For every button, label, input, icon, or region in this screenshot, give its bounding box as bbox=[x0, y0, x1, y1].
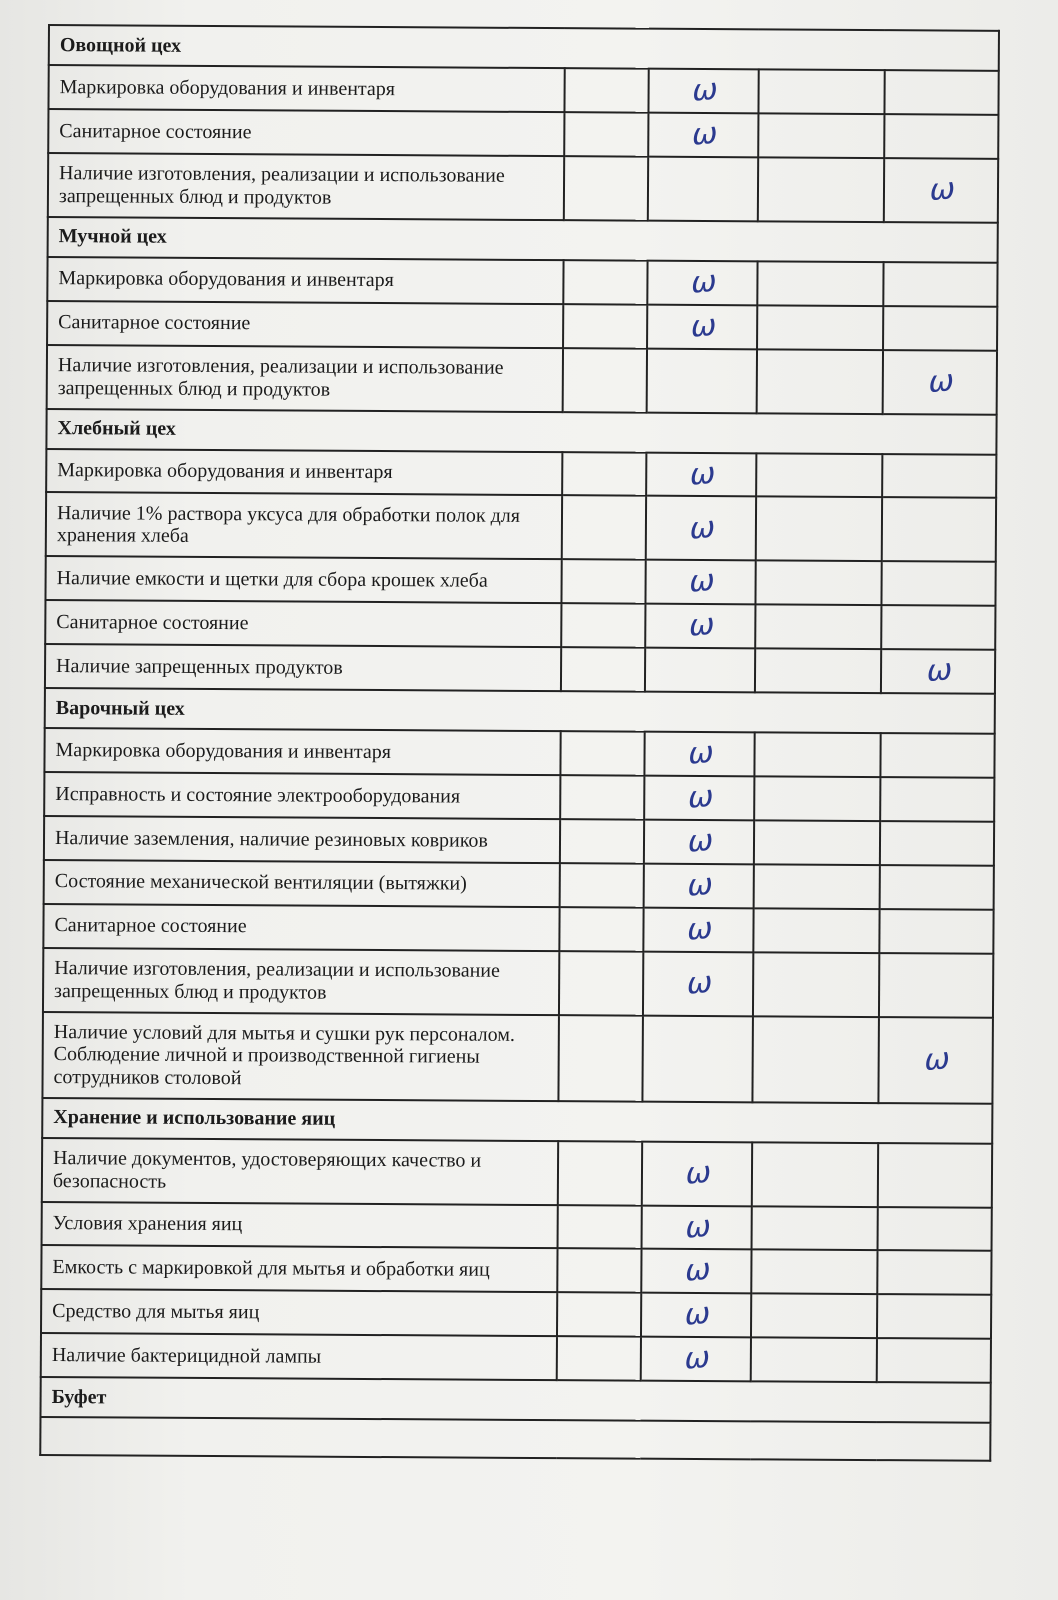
mark-cell-1[interactable] bbox=[557, 1292, 641, 1336]
mark-cell-3[interactable] bbox=[754, 776, 880, 821]
section-title: Овощной цех bbox=[49, 25, 999, 71]
mark-cell-2[interactable] bbox=[648, 69, 758, 114]
mark-cell-3[interactable] bbox=[752, 1142, 878, 1207]
criterion-label: Наличие изготовления, реализации и использование запрещенных блюд и продуктов bbox=[48, 153, 564, 220]
mark-cell-3[interactable] bbox=[751, 1294, 877, 1339]
checklist-row bbox=[48, 109, 998, 159]
mark-cell-4[interactable] bbox=[880, 821, 994, 866]
handwritten-check-mark: ѡ bbox=[682, 1296, 710, 1334]
section-header-row bbox=[49, 25, 999, 71]
mark-cell-3[interactable] bbox=[758, 157, 884, 222]
mark-cell-4[interactable] bbox=[877, 1294, 991, 1339]
handwritten-check-mark: ѡ bbox=[687, 509, 715, 547]
mark-cell-3[interactable] bbox=[756, 497, 882, 562]
section-title: Хранение и использование яиц bbox=[42, 1098, 992, 1144]
criterion-label: Наличие запрещенных продуктов bbox=[45, 644, 561, 691]
checklist-row bbox=[47, 345, 997, 415]
mark-cell-1[interactable] bbox=[562, 452, 646, 496]
mark-cell-4[interactable] bbox=[878, 1017, 993, 1104]
mark-cell-1[interactable] bbox=[558, 1015, 643, 1102]
section-title: Варочный цех bbox=[45, 688, 995, 734]
handwritten-check-mark: ѡ bbox=[685, 910, 712, 948]
handwritten-check-mark: ѡ bbox=[686, 735, 714, 773]
mark-cell-3[interactable] bbox=[752, 1016, 879, 1103]
mark-cell-2[interactable] bbox=[642, 1205, 752, 1250]
handwritten-check-mark: ѡ bbox=[682, 1340, 710, 1378]
mark-cell-4[interactable] bbox=[879, 953, 993, 1018]
mark-cell-1[interactable] bbox=[560, 775, 644, 819]
mark-cell-2[interactable] bbox=[645, 648, 755, 693]
mark-cell-2[interactable] bbox=[644, 863, 754, 908]
criterion-label: Наличие заземления, наличие резиновых ковриков bbox=[44, 816, 560, 863]
mark-cell-1[interactable] bbox=[561, 647, 645, 691]
checklist-body bbox=[40, 25, 999, 1461]
section-header-row bbox=[42, 1098, 992, 1144]
checklist-row bbox=[48, 153, 998, 223]
checklist-row bbox=[44, 728, 994, 778]
mark-cell-4[interactable] bbox=[881, 605, 995, 650]
mark-cell-4[interactable] bbox=[884, 70, 998, 115]
mark-cell-3[interactable] bbox=[757, 305, 883, 350]
handwritten-check-mark: ѡ bbox=[687, 455, 715, 493]
mark-cell-4[interactable] bbox=[882, 498, 996, 563]
mark-cell-2[interactable] bbox=[648, 113, 758, 158]
mark-cell-3[interactable] bbox=[757, 261, 883, 306]
criterion-label: Санитарное состояние bbox=[45, 600, 561, 647]
mark-cell-1[interactable] bbox=[560, 863, 644, 907]
criterion-label: Наличие бактерицидной лампы bbox=[41, 1333, 557, 1380]
handwritten-check-mark: ѡ bbox=[922, 1041, 950, 1078]
criterion-label: Маркировка оборудования и инвентаря bbox=[44, 728, 560, 775]
mark-cell-3[interactable] bbox=[752, 1206, 878, 1251]
mark-cell-2[interactable] bbox=[642, 1015, 753, 1102]
mark-cell-3[interactable] bbox=[758, 69, 884, 114]
checklist-row bbox=[44, 860, 994, 910]
mark-cell-4[interactable] bbox=[878, 1207, 992, 1252]
criterion-label: Наличие изготовления, реализации и использование запрещенных блюд и продуктов bbox=[47, 345, 563, 412]
criterion-label: Наличие условий для мытья и сушки рук персоналом. Соблюдение личной и производственной гигиены сотрудников столовой bbox=[42, 1012, 559, 1101]
mark-cell-3[interactable] bbox=[754, 864, 880, 909]
section-title: Мучной цех bbox=[48, 217, 998, 263]
mark-cell-4[interactable] bbox=[880, 777, 994, 822]
criterion-label: Санитарное состояние bbox=[47, 301, 563, 348]
mark-cell-3[interactable] bbox=[753, 952, 879, 1017]
checklist-row bbox=[42, 1138, 992, 1208]
mark-cell-2[interactable] bbox=[646, 452, 756, 497]
mark-cell-4[interactable] bbox=[880, 865, 994, 910]
section-header-row bbox=[48, 217, 998, 263]
checklist-row bbox=[45, 600, 995, 650]
mark-cell-2[interactable] bbox=[643, 951, 753, 1016]
section-header-row bbox=[40, 1377, 990, 1423]
mark-cell-1[interactable] bbox=[560, 731, 644, 775]
handwritten-check-mark: ѡ bbox=[686, 607, 714, 645]
checklist-row bbox=[44, 816, 994, 866]
mark-cell-2[interactable] bbox=[641, 1293, 751, 1338]
criterion-label: Состояние механической вентиляции (вытяжки) bbox=[44, 860, 560, 907]
mark-cell-1[interactable] bbox=[563, 348, 647, 413]
mark-cell-1[interactable] bbox=[557, 1336, 641, 1380]
mark-cell-1[interactable] bbox=[564, 68, 648, 112]
mark-cell-1[interactable] bbox=[564, 156, 648, 221]
section-header-row bbox=[46, 409, 996, 455]
handwritten-check-mark: ѡ bbox=[689, 115, 717, 153]
mark-cell-3[interactable] bbox=[755, 605, 881, 650]
handwritten-check-mark: ѡ bbox=[683, 1208, 711, 1246]
checklist-row bbox=[46, 449, 996, 499]
mark-cell-2[interactable] bbox=[645, 604, 755, 649]
mark-cell-1[interactable] bbox=[561, 560, 645, 604]
mark-cell-1[interactable] bbox=[559, 951, 643, 1016]
mark-cell-4[interactable] bbox=[880, 733, 994, 778]
criterion-label: Маркировка оборудования и инвентаря bbox=[47, 257, 563, 304]
checklist-row bbox=[45, 644, 995, 694]
mark-cell-4[interactable] bbox=[883, 350, 997, 415]
mark-cell-1[interactable] bbox=[557, 1249, 641, 1293]
mark-cell-2[interactable] bbox=[647, 260, 757, 305]
criterion-label: Наличие емкости и щетки для сбора крошек хлеба bbox=[45, 556, 561, 603]
criterion-label: Емкость с маркировкой для мытья и обработки яиц bbox=[41, 1245, 557, 1292]
empty-row bbox=[40, 1417, 990, 1461]
mark-cell-3[interactable] bbox=[754, 732, 880, 777]
mark-cell-1[interactable] bbox=[564, 112, 648, 156]
mark-cell-1[interactable] bbox=[563, 260, 647, 304]
checklist-row bbox=[44, 772, 994, 822]
checklist-row bbox=[43, 904, 993, 954]
handwritten-check-mark: ѡ bbox=[687, 563, 715, 601]
checklist-row bbox=[41, 1333, 991, 1383]
mark-cell-2[interactable] bbox=[641, 1337, 751, 1382]
criterion-label: Маркировка оборудования и инвентаря bbox=[48, 65, 564, 112]
inspection-checklist-sheet bbox=[39, 24, 1006, 1462]
section-header-row bbox=[45, 688, 995, 734]
mark-cell-3[interactable] bbox=[757, 349, 883, 414]
checklist-row bbox=[47, 257, 997, 307]
mark-cell-4[interactable] bbox=[884, 158, 998, 223]
criterion-label: Санитарное состояние bbox=[48, 109, 564, 156]
criterion-label: Наличие изготовления, реализации и использование запрещенных блюд и продуктов bbox=[43, 948, 559, 1015]
checklist-row bbox=[42, 1202, 992, 1252]
mark-cell-2[interactable] bbox=[643, 907, 753, 952]
mark-cell-2[interactable] bbox=[647, 348, 757, 413]
mark-cell-3[interactable] bbox=[751, 1250, 877, 1295]
criterion-label: Условия хранения яиц bbox=[42, 1202, 558, 1249]
checklist-row bbox=[42, 1012, 993, 1104]
mark-cell-2[interactable] bbox=[644, 732, 754, 777]
mark-cell-2[interactable] bbox=[644, 820, 754, 865]
handwritten-check-mark: ѡ bbox=[924, 652, 952, 690]
mark-cell-1[interactable] bbox=[562, 496, 646, 561]
mark-cell-1[interactable] bbox=[558, 1141, 642, 1206]
criterion-label: Исправность и состояние электрооборудования bbox=[44, 772, 560, 819]
handwritten-check-mark: ѡ bbox=[684, 964, 712, 1002]
handwritten-check-mark: ѡ bbox=[683, 1252, 710, 1290]
handwritten-check-mark: ѡ bbox=[685, 822, 713, 860]
checklist-table bbox=[39, 24, 1000, 1462]
mark-cell-4[interactable] bbox=[882, 454, 996, 499]
mark-cell-4[interactable] bbox=[877, 1338, 991, 1383]
handwritten-check-mark: ѡ bbox=[689, 263, 716, 301]
mark-cell-2[interactable] bbox=[646, 496, 756, 561]
handwritten-check-mark: ѡ bbox=[926, 363, 954, 400]
mark-cell-2[interactable] bbox=[648, 156, 758, 221]
mark-cell-4[interactable] bbox=[878, 1143, 992, 1208]
criterion-label: Санитарное состояние bbox=[43, 904, 559, 951]
criterion-label: Наличие документов, удостоверяющих качество и безопасность bbox=[42, 1138, 558, 1205]
mark-cell-2[interactable] bbox=[645, 560, 755, 605]
mark-cell-1[interactable] bbox=[561, 603, 645, 647]
mark-cell-3[interactable] bbox=[756, 453, 882, 498]
mark-cell-3[interactable] bbox=[753, 908, 879, 953]
handwritten-check-mark: ѡ bbox=[690, 72, 718, 109]
mark-cell-3[interactable] bbox=[754, 820, 880, 865]
criterion-label: Средство для мытья яиц bbox=[41, 1289, 557, 1336]
section-title: Буфет bbox=[40, 1377, 990, 1423]
mark-cell-3[interactable] bbox=[758, 113, 884, 158]
mark-cell-4[interactable] bbox=[881, 649, 995, 694]
mark-cell-1[interactable] bbox=[558, 1205, 642, 1249]
criterion-label: Маркировка оборудования и инвентаря bbox=[46, 449, 562, 496]
handwritten-check-mark: ѡ bbox=[683, 1154, 711, 1192]
checklist-row bbox=[45, 556, 995, 606]
checklist-row bbox=[41, 1289, 991, 1339]
mark-cell-2[interactable] bbox=[642, 1141, 752, 1206]
empty-cell bbox=[40, 1417, 990, 1461]
section-title: Хлебный цех bbox=[46, 409, 996, 455]
mark-cell-3[interactable] bbox=[755, 649, 881, 694]
criterion-label: Наличие 1% раствора уксуса для обработки полок для хранения хлеба bbox=[46, 492, 562, 559]
mark-cell-1[interactable] bbox=[559, 907, 643, 951]
mark-cell-1[interactable] bbox=[560, 819, 644, 863]
mark-cell-4[interactable] bbox=[879, 909, 993, 954]
mark-cell-1[interactable] bbox=[563, 304, 647, 348]
checklist-row bbox=[41, 1245, 991, 1295]
handwritten-check-mark: ѡ bbox=[685, 866, 713, 904]
checklist-row bbox=[48, 65, 998, 115]
mark-cell-2[interactable] bbox=[644, 776, 754, 821]
mark-cell-4[interactable] bbox=[884, 114, 998, 159]
mark-cell-4[interactable] bbox=[877, 1251, 991, 1296]
checklist-row bbox=[47, 301, 997, 351]
mark-cell-3[interactable] bbox=[751, 1338, 877, 1383]
mark-cell-4[interactable] bbox=[883, 262, 997, 307]
checklist-row bbox=[46, 492, 996, 562]
handwritten-check-mark: ѡ bbox=[688, 307, 716, 345]
mark-cell-4[interactable] bbox=[883, 306, 997, 351]
mark-cell-2[interactable] bbox=[647, 304, 757, 349]
handwritten-check-mark: ѡ bbox=[927, 171, 955, 209]
mark-cell-2[interactable] bbox=[641, 1249, 751, 1294]
mark-cell-3[interactable] bbox=[755, 561, 881, 606]
checklist-row bbox=[43, 948, 993, 1018]
mark-cell-4[interactable] bbox=[881, 562, 995, 607]
handwritten-check-mark: ѡ bbox=[685, 779, 713, 816]
